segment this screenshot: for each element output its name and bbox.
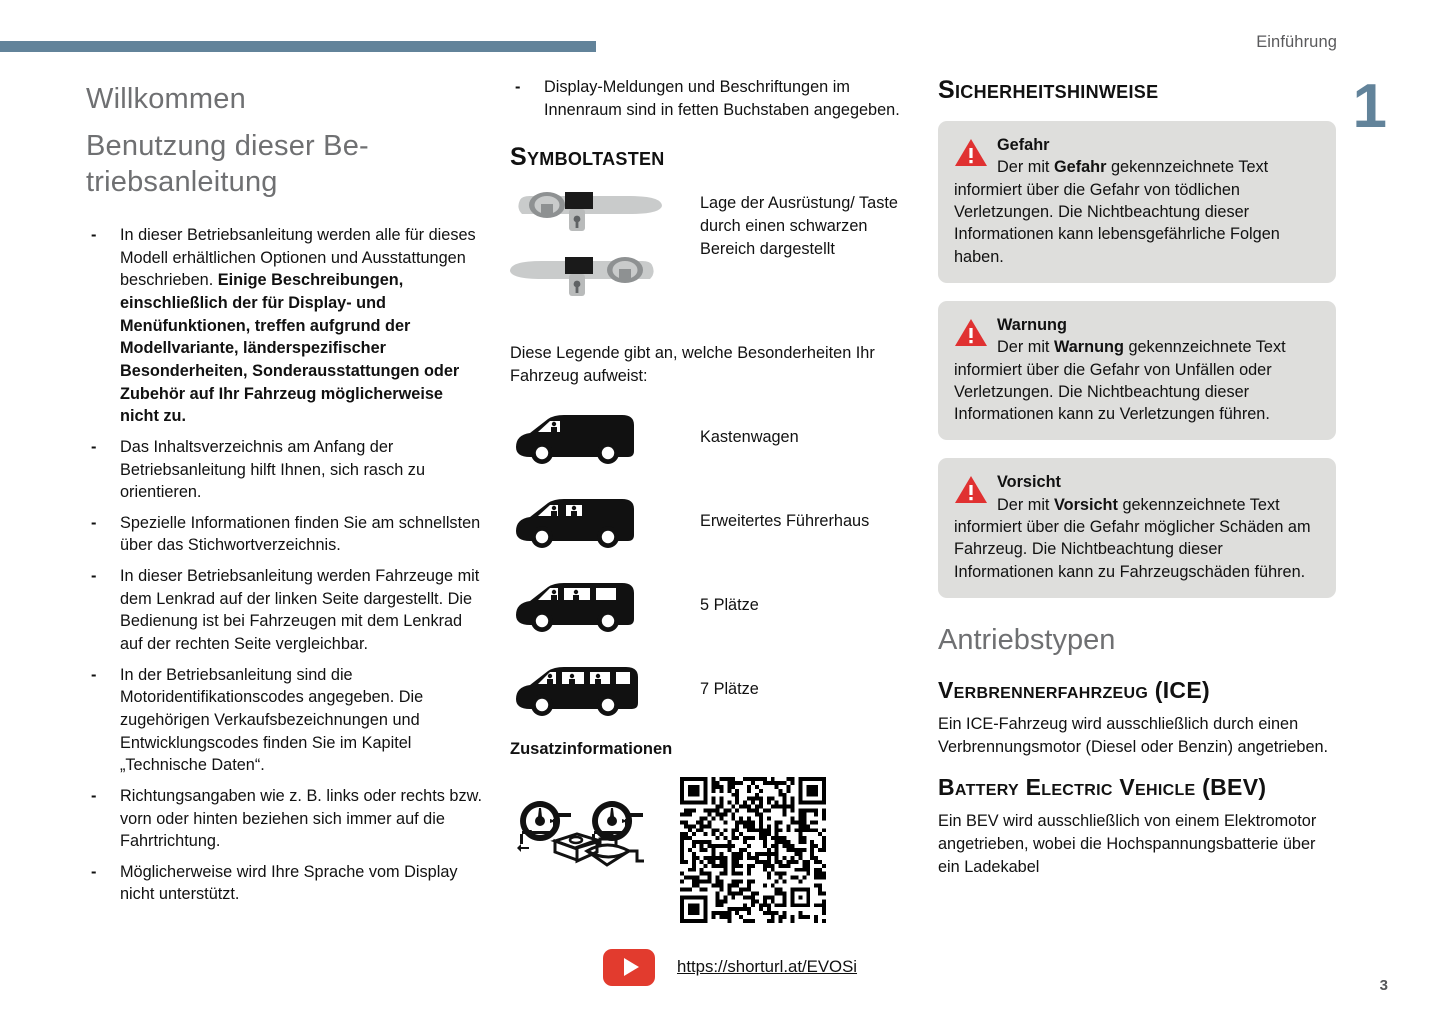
emphasis-text: Einige Beschreibungen, einschließlich der für Display- und Menüfunktionen, treffen aufgrund der Modellvariante, länderspezifischer Besonderheiten, Sonderausstattungen oder Zubehör auf Ihr Fahrzeug möglicherweise nicht zu. bbox=[120, 271, 460, 426]
tyre-icons-group bbox=[510, 777, 680, 878]
header-accent-bar bbox=[0, 41, 596, 52]
safety-notice-title: Vorsicht bbox=[997, 473, 1061, 492]
tyre-service-icons bbox=[510, 793, 670, 873]
safety-notice-list bbox=[938, 121, 1336, 598]
video-link-row[interactable] bbox=[603, 949, 910, 986]
list-item: - In dieser Betriebsanleitung werden alle für dieses Modell erhältlichen Optionen und Ausstattungen beschrieben. Einige Beschreibungen, einschließlich der für Display- und Menüfunktionen, treffen aufgrund der Modellvariante, länderspezifischer Besonderheiten, Sonderausstattungen oder Zubehör auf Ihr Fahrzeug möglicherweise nicht zu. bbox=[86, 224, 486, 428]
warning-triangle-icon bbox=[954, 138, 988, 167]
qr-code[interactable] bbox=[680, 777, 826, 923]
vehicle-legend-label: 7 Plätze bbox=[700, 680, 759, 699]
drive-type-text: Ein BEV wird ausschließlich von einem Elektromotor angetrieben, wobei die Hochspannungsbatterie über ein Ladekabel bbox=[938, 812, 1317, 876]
extra-info-heading: Zusatzinformationen bbox=[510, 739, 673, 758]
chapter-number: 1 bbox=[1352, 72, 1387, 141]
van-crew-cab-icon bbox=[510, 493, 700, 551]
safety-notice-title: Warnung bbox=[997, 315, 1067, 334]
list-item: - In der Betriebsanleitung sind die Motoridentifikationscodes angegeben. Die zugehörigen Verkaufsbezeichnungen und Entwicklungscodes finden Sie im Kapitel „Technische Daten“. bbox=[86, 664, 486, 777]
page-title-welcome: Willkommen bbox=[86, 83, 246, 115]
extra-info-row bbox=[510, 777, 910, 923]
list-item: - Das Inhaltsverzeichnis am Anfang der Betriebsanleitung hilft Ihnen, sich rasch zu orientieren. bbox=[86, 436, 486, 504]
van-panel-icon bbox=[510, 409, 700, 467]
header-chapter-label: Einführung bbox=[1256, 33, 1337, 51]
display-messages-bullet-list bbox=[510, 76, 910, 121]
dashboard-icons-group bbox=[510, 186, 700, 308]
safety-notice-text: Vorsicht Der mit Vorsicht gekennzeichnete Text informiert über die Gefahr möglicher Schäden am Fahrzeug. Die Nichtbeachtung dieser Informationen kann zu Fahrzeugschäden führen. bbox=[954, 473, 1311, 581]
dashboard-lhd-icon bbox=[510, 186, 690, 238]
safety-notice-keyword: Gefahr bbox=[1053, 158, 1107, 177]
vehicle-legend-label: Erweitertes Führerhaus bbox=[700, 512, 870, 531]
safety-notice-card bbox=[938, 458, 1336, 598]
safety-notice-text: Gefahr Der mit Gefahr gekennzeichnete Text informiert über die Gefahr von tödlichen Verletzungen. Die Nichtbeachtung dieser Informationen kann lebensgefährliche Folgen haben. bbox=[954, 136, 1280, 266]
drive-types-list bbox=[938, 677, 1336, 878]
symbol-keys-heading: Symboltasten bbox=[510, 143, 665, 172]
list-item: - Möglicherweise wird Ihre Sprache vom Display nicht unterstützt. bbox=[86, 861, 486, 906]
safety-notice-card bbox=[938, 121, 1336, 283]
youtube-play-icon[interactable] bbox=[603, 949, 655, 986]
van-5-seat-icon bbox=[510, 577, 700, 635]
drive-types-title: Antriebstypen bbox=[938, 624, 1116, 656]
vehicle-legend-label: Kastenwagen bbox=[700, 428, 799, 447]
dashboard-rhd-icon bbox=[510, 251, 690, 303]
drive-type-heading: Battery Electric Vehicle (BEV) bbox=[938, 774, 1267, 801]
list-item: - Richtungsangaben wie z. B. links oder rechts bzw. vorn oder hinten beziehen sich immer auf die Fahrtrichtung. bbox=[86, 785, 486, 853]
vehicle-legend-row bbox=[510, 488, 910, 556]
list-item: - Spezielle Informationen finden Sie am schnellsten über das Stichwortverzeichnis. bbox=[86, 512, 486, 557]
safety-notice-card bbox=[938, 301, 1336, 441]
safety-notice-keyword: Vorsicht bbox=[1053, 495, 1118, 514]
list-item: - In dieser Betriebsanleitung werden Fahrzeuge mit dem Lenkrad auf der linken Seite dargestellt. Die Bedienung ist bei Fahrzeugen mit dem Lenkrad auf der rechten Seite vergleichbar. bbox=[86, 565, 486, 656]
right-column bbox=[938, 76, 1336, 894]
symbol-keys-description: Lage der Ausrüstung/ Taste durch einen schwarzen Bereich dargestellt bbox=[700, 194, 898, 258]
drive-type-text: Ein ICE-Fahrzeug wird ausschließlich durch einen Verbrennungsmotor (Diesel oder Benzin) angetrieben. bbox=[938, 715, 1329, 756]
safety-notice-keyword: Warnung bbox=[1053, 338, 1124, 357]
symbol-keys-block bbox=[510, 186, 910, 308]
vehicle-legend-row bbox=[510, 572, 910, 640]
vehicle-legend-row bbox=[510, 404, 910, 472]
vehicle-legend-label: 5 Plätze bbox=[700, 596, 759, 615]
list-item: - Display-Meldungen und Beschriftungen im Innenraum sind in fetten Buchstaben angegeben. bbox=[510, 76, 910, 121]
safety-notices-heading: Sicherheitshinweise bbox=[938, 76, 1159, 104]
usage-bullet-list bbox=[86, 224, 486, 906]
safety-notice-title: Gefahr bbox=[997, 136, 1050, 154]
middle-column bbox=[510, 76, 910, 986]
vehicle-legend-row bbox=[510, 656, 910, 724]
drive-type-heading: Verbrennerfahrzeug (ICE) bbox=[938, 677, 1210, 703]
van-7-seat-icon bbox=[510, 661, 700, 719]
video-url-link[interactable]: https://shorturl.at/EVOSi bbox=[677, 957, 858, 977]
legend-intro-text: Diese Legende gibt an, welche Besonderheiten Ihr Fahrzeug aufweist: bbox=[510, 344, 875, 385]
vehicle-legend-list bbox=[510, 404, 910, 724]
warning-triangle-icon bbox=[954, 318, 988, 347]
warning-triangle-icon bbox=[954, 475, 988, 504]
left-column bbox=[86, 76, 486, 914]
page-title-usage: Benutzung dieser Be- triebsanleitung bbox=[86, 130, 369, 198]
safety-notice-text: Warnung Der mit Warnung gekennzeichnete Text informiert über die Gefahr von Unfällen oder Verletzungen. Die Nichtbeachtung dieser Informationen kann zu Verletzungen führen. bbox=[954, 315, 1286, 424]
page-number: 3 bbox=[1379, 977, 1388, 994]
